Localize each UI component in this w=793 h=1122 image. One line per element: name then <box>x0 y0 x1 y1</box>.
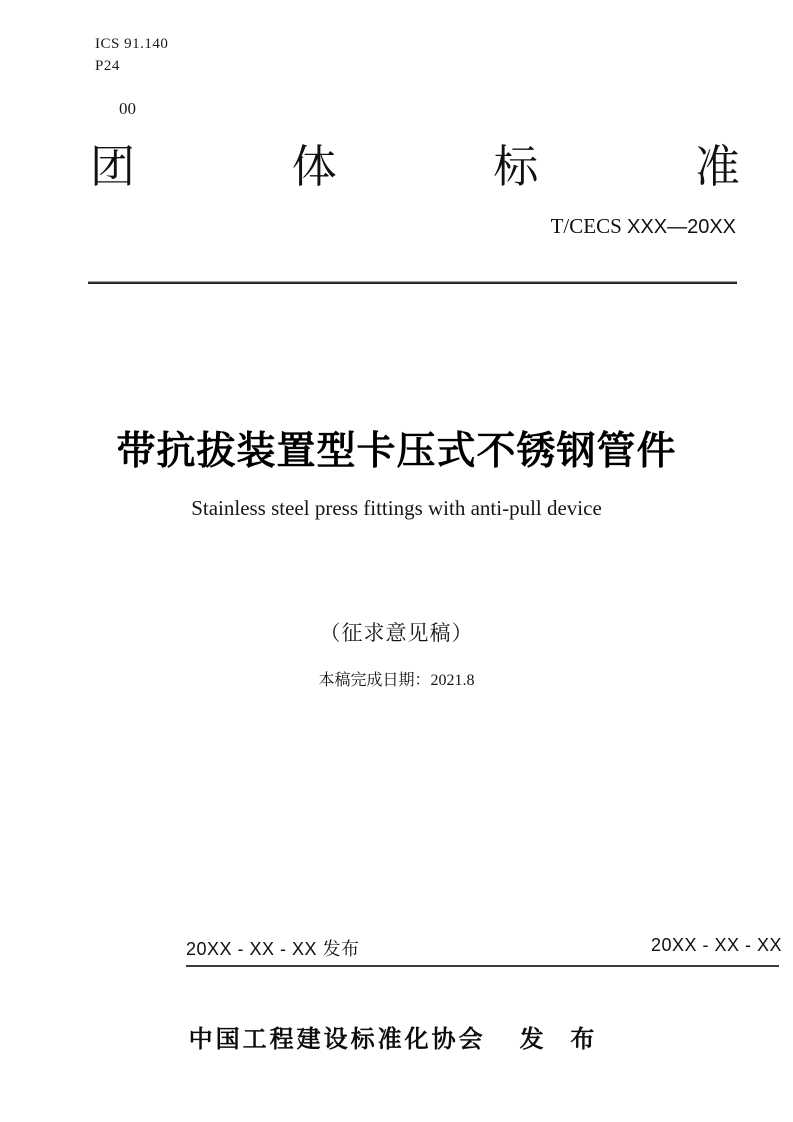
standard-number <box>551 214 736 239</box>
standard-number-prefix: T/CECS <box>550 214 628 238</box>
classification-code: P24 <box>95 58 120 74</box>
publish-action-label: 发 布 <box>519 1026 605 1053</box>
footer-divider-rule <box>186 965 779 967</box>
standard-type-banner <box>90 142 740 194</box>
standard-title-chinese: 带抗拔装置型卡压式不锈钢管件 <box>116 430 677 473</box>
implementation-date: 20XX - XX - XX <box>650 935 782 955</box>
issue-implementation-dates <box>186 935 782 961</box>
standard-number-rest: XXX—20XX <box>627 216 736 238</box>
header-divider-rule <box>88 281 737 284</box>
draft-status-note: （征求意见稿） <box>319 621 474 645</box>
publisher-line <box>0 1019 793 1054</box>
document-sequence-number: 00 <box>119 99 136 118</box>
issue-date: 20XX - XX - XX 发布 <box>186 939 360 959</box>
banner-char-2: 体 <box>291 142 337 192</box>
ics-code: ICS 91.140 <box>95 36 169 52</box>
draft-completion-date: 本稿完成日期：2021.8 <box>318 672 475 689</box>
banner-char-4: 准 <box>694 142 740 192</box>
banner-char-1: 团 <box>90 142 136 192</box>
banner-char-3: 标 <box>493 142 539 192</box>
standard-title-english: Stainless steel press fittings with anti-pull device <box>191 496 602 520</box>
publisher-name: 中国工程建设标准化协会 <box>188 1026 486 1053</box>
